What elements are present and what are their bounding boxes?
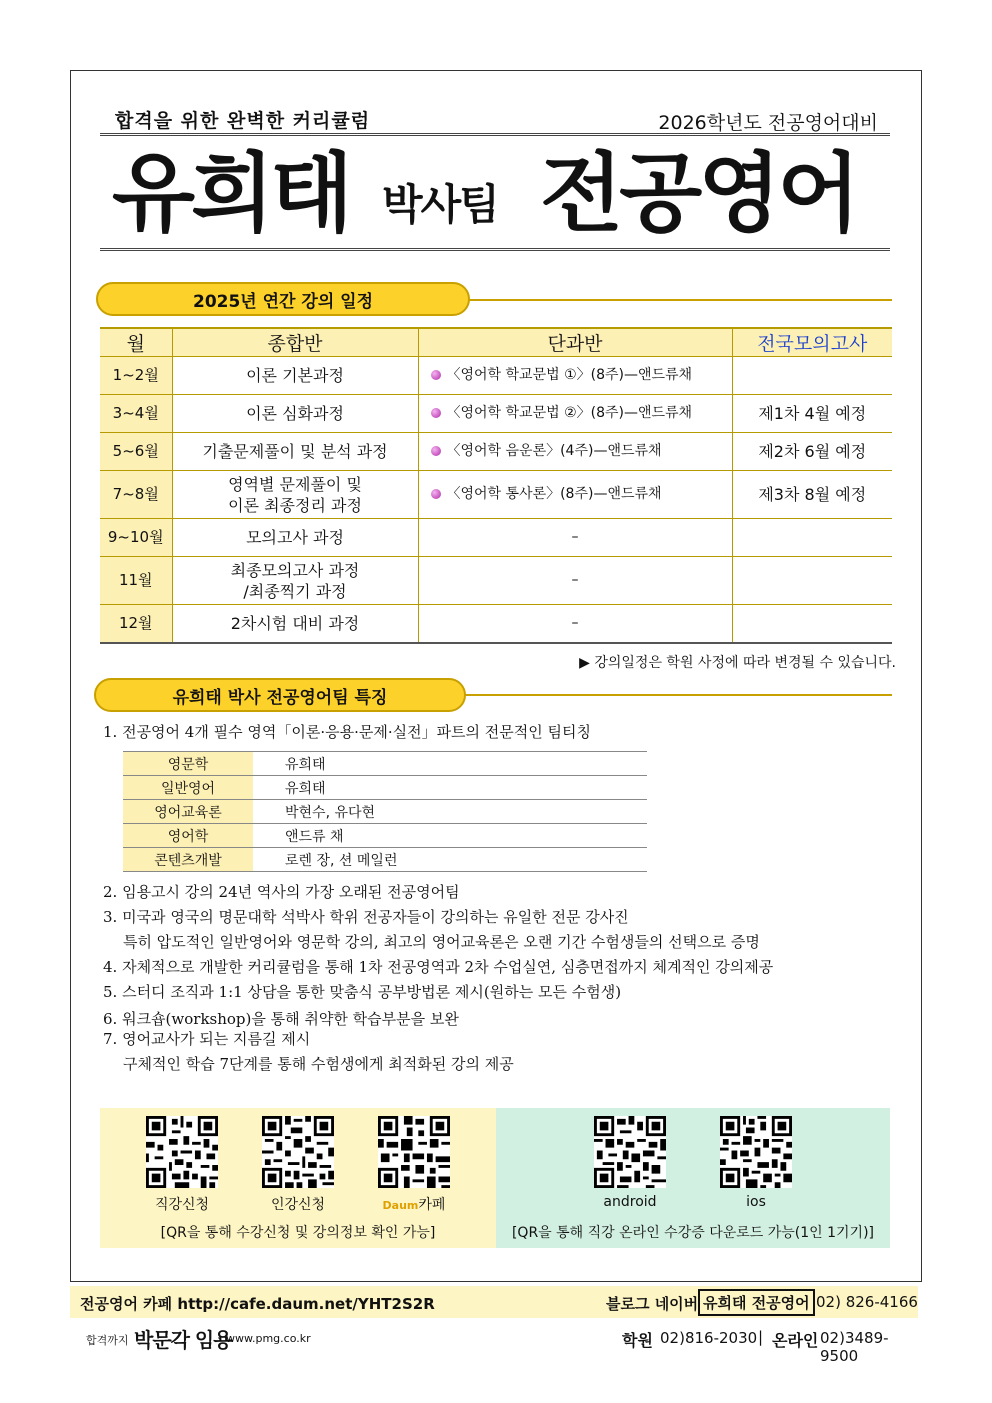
cell-course-line: 이론 최종정리 과정 — [228, 495, 362, 515]
cell-mock: 제1차 4월 예정 — [732, 395, 892, 433]
cell-single — [418, 395, 732, 433]
team-teacher: 앤드류 채 — [253, 824, 647, 848]
blog-prefix: 블로그 네이버 — [606, 1295, 699, 1313]
cell-single-text: 〈영어학 통사론〉(8주)—앤드류채 — [446, 486, 662, 502]
features-heading-line — [464, 694, 892, 696]
features-heading: 유희태 박사 전공영어팀 특징 — [94, 678, 466, 712]
feature-item-5: 5. 스터디 조직과 1:1 상담을 통한 맞춤식 공부방법론 제시(원하는 모든 수험생) — [103, 983, 622, 1001]
feature-item-4: 4. 자체적으로 개발한 커리큘럼을 통해 1차 전공영역과 2차 수업실연, 심층면접까지 체계적인 강의제공 — [103, 958, 774, 976]
feature-item-7: 7. 영어교사가 되는 지름길 제시 — [103, 1030, 311, 1048]
cell-mock — [732, 605, 892, 643]
cell-mock — [732, 357, 892, 395]
qr-code-icon[interactable] — [378, 1116, 450, 1188]
qr-note-right: [QR을 통해 직강 온라인 수강증 다운로드 가능(1인 1기기)] — [511, 1225, 875, 1241]
table-row — [100, 395, 892, 433]
page-title — [100, 140, 890, 248]
qr-section-left — [100, 1108, 496, 1248]
header-year: 2026학년도 전공영어대비 — [658, 112, 878, 134]
bullet-icon — [431, 370, 441, 380]
table-row — [100, 471, 892, 519]
team-row — [123, 776, 647, 800]
blog-link[interactable]: 유희태 전공영어 — [698, 1289, 815, 1316]
cafe-link[interactable]: 전공영어 카페 http://cafe.daum.net/YHT2S2R — [80, 1295, 435, 1313]
schedule-table — [100, 327, 892, 644]
title-main: 유희태 — [112, 144, 350, 244]
cell-course: 모의고사 과정 — [172, 519, 418, 557]
team-row — [123, 800, 647, 824]
brand-url[interactable]: www.pmg.co.kr — [226, 1332, 311, 1345]
feature-item-7b: 구체적인 학습 7단계를 통해 수험생에게 최적화된 강의 제공 — [123, 1055, 514, 1073]
footer-separator: | — [758, 1328, 764, 1346]
cell-single-text: 〈영어학 학교문법 ②〉(8주)—앤드류채 — [446, 405, 693, 421]
cell-single: – — [418, 557, 732, 605]
footer-brand — [70, 1322, 918, 1365]
qr-label-online: 인강신청 — [270, 1197, 326, 1213]
cell-course: 이론 심화과정 — [172, 395, 418, 433]
col-single: 단과반 — [418, 328, 732, 357]
team-area: 영문학 — [123, 752, 253, 776]
team-row — [123, 848, 647, 872]
team-teacher: 유희태 — [253, 752, 647, 776]
brand-logo: 박문각 임용 — [134, 1328, 232, 1352]
academy-label: 학원 — [622, 1331, 653, 1350]
team-row — [123, 824, 647, 848]
cell-mock: 제3차 8월 예정 — [732, 471, 892, 519]
academy-phone: 02)816-2030 — [660, 1329, 758, 1347]
cell-course: 이론 기본과정 — [172, 357, 418, 395]
qr-code-icon[interactable] — [594, 1116, 666, 1188]
schedule-heading: 2025년 연간 강의 일정 — [96, 282, 470, 316]
header-subtitle: 합격을 위한 완벽한 커리큘럼 — [115, 110, 371, 132]
cell-course — [172, 557, 418, 605]
cell-single — [418, 471, 732, 519]
qr-label-ios: ios — [746, 1194, 766, 1210]
cell-course-line: 영역별 문제풀이 및 — [228, 474, 362, 494]
cell-single — [418, 357, 732, 395]
bullet-icon — [431, 489, 441, 499]
feature-item-3b: 특히 압도적인 일반영어와 영문학 강의, 최고의 영어교육론은 오랜 기간 수험생들의 선택으로 증명 — [123, 933, 760, 951]
feature-item-6: 6. 워크숍(workshop)을 통해 취약한 학습부분을 보완 — [103, 1010, 459, 1028]
col-mock: 전국모의고사 — [732, 328, 892, 357]
cell-month: 3~4월 — [100, 395, 172, 433]
qr-label-direct: 직강신청 — [154, 1197, 210, 1213]
cell-single: – — [418, 605, 732, 643]
cell-month: 9~10월 — [100, 519, 172, 557]
team-area: 콘텐츠개발 — [123, 848, 253, 872]
cell-course: 2차시험 대비 과정 — [172, 605, 418, 643]
table-header-row — [100, 328, 892, 357]
col-course: 종합반 — [172, 328, 418, 357]
cell-single-text: 〈영어학 음운론〉(4주)—앤드류채 — [446, 443, 662, 459]
table-row — [100, 433, 892, 471]
footer-contact — [70, 1286, 918, 1318]
table-row — [100, 605, 892, 643]
cell-course-line: 최종모의고사 과정 — [230, 560, 360, 580]
footer-phone: 02) 826-4166 — [816, 1293, 918, 1311]
cell-mock — [732, 519, 892, 557]
team-teacher: 로렌 장, 션 메일런 — [253, 848, 647, 872]
cell-month: 5~6월 — [100, 433, 172, 471]
cell-single-text: 〈영어학 학교문법 ①〉(8주)—앤드류채 — [446, 367, 693, 383]
team-teacher: 유희태 — [253, 776, 647, 800]
bullet-icon — [431, 446, 441, 456]
table-row — [100, 357, 892, 395]
bullet-icon — [431, 408, 441, 418]
cell-single: – — [418, 519, 732, 557]
cell-single — [418, 433, 732, 471]
header-top — [100, 104, 890, 136]
qr-note-left: [QR을 통해 수강신청 및 강의정보 확인 가능] — [160, 1225, 436, 1241]
qr-label-cafe-text: 카페 — [418, 1197, 446, 1213]
qr-code-icon[interactable] — [146, 1116, 218, 1188]
cell-course: 기출문제풀이 및 분석 과정 — [172, 433, 418, 471]
online-phone: 02)3489-9500 — [820, 1329, 889, 1365]
qr-label-cafe — [364, 1194, 464, 1214]
title-small: 박사팀 — [382, 180, 498, 229]
team-area: 영어교육론 — [123, 800, 253, 824]
qr-section-right — [496, 1108, 890, 1248]
cell-month: 7~8월 — [100, 471, 172, 519]
cell-mock — [732, 557, 892, 605]
qr-code-icon[interactable] — [262, 1116, 334, 1188]
team-area: 일반영어 — [123, 776, 253, 800]
team-area: 영어학 — [123, 824, 253, 848]
cell-month: 1~2월 — [100, 357, 172, 395]
feature-item-1: 1. 전공영어 4개 필수 영역「이론·응용·문제·실전」파트의 전문적인 팀티칭 — [103, 723, 592, 741]
header-divider — [100, 248, 890, 255]
table-row — [100, 519, 892, 557]
online-label: 온라인 — [772, 1331, 819, 1350]
schedule-note: ▶ 강의일정은 학원 사정에 따라 변경될 수 있습니다. — [579, 655, 896, 671]
qr-code-icon[interactable] — [720, 1116, 792, 1188]
feature-item-3: 3. 미국과 영국의 명문대학 석박사 학위 전공자들이 강의하는 유일한 전문 강사진 — [103, 908, 629, 926]
schedule-heading-line — [468, 299, 892, 301]
team-teacher: 박현수, 유다현 — [253, 800, 647, 824]
col-month: 월 — [100, 328, 172, 357]
cell-course — [172, 471, 418, 519]
cell-mock: 제2차 6월 예정 — [732, 433, 892, 471]
table-row — [100, 557, 892, 605]
team-row — [123, 752, 647, 776]
cell-course-line: /최종찍기 과정 — [243, 581, 347, 601]
cell-month: 11월 — [100, 557, 172, 605]
brand-tagline: 합격까지 — [86, 1334, 129, 1347]
daum-logo-icon: Daum — [382, 1199, 419, 1212]
qr-label-android: android — [603, 1194, 657, 1210]
cell-month: 12월 — [100, 605, 172, 643]
team-table — [123, 751, 647, 872]
title-sub: 전공영어 — [540, 144, 857, 244]
feature-item-2: 2. 임용고시 강의 24년 역사의 가장 오래된 전공영어팀 — [103, 883, 460, 901]
